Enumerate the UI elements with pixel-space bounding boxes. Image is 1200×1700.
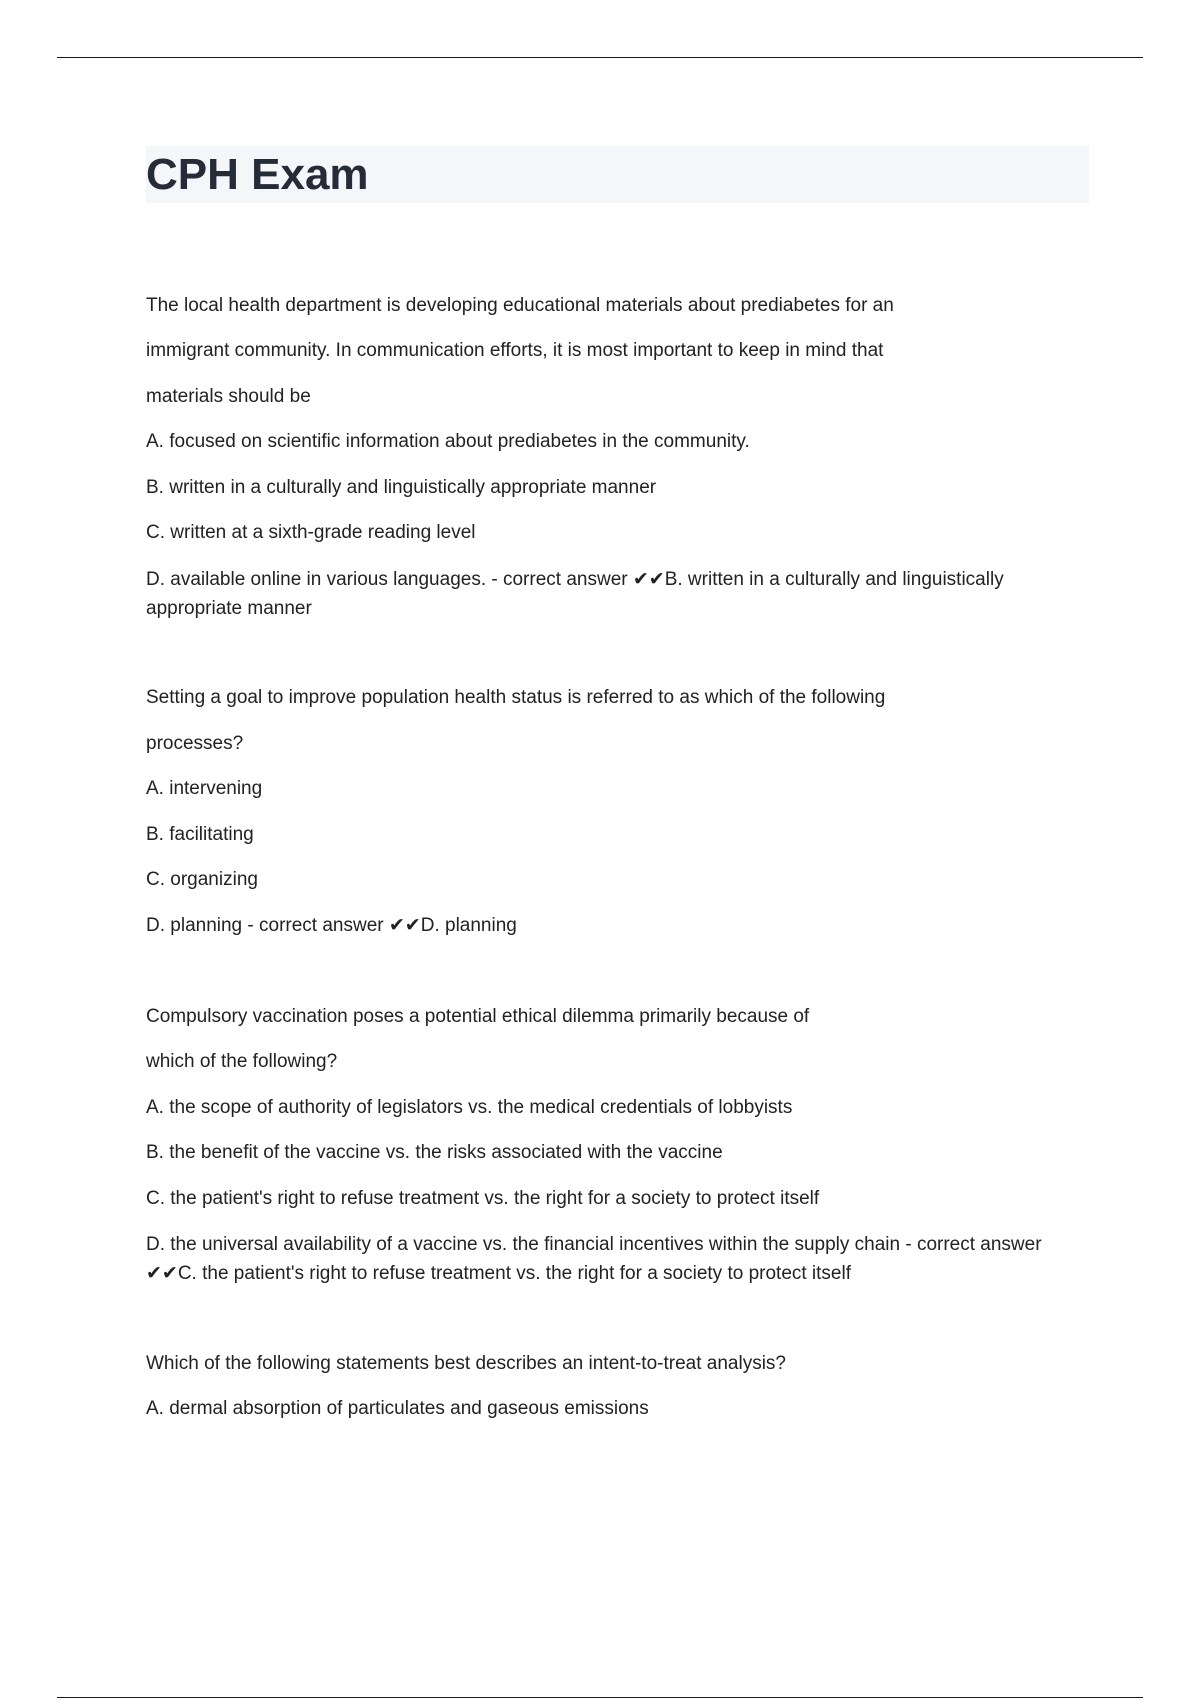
question-2-option-c: C. organizing bbox=[146, 869, 258, 890]
question-3-stem-line-1: Compulsory vaccination poses a potential ethical dilemma primarily because of bbox=[146, 1006, 810, 1027]
question-1-option-c: C. written at a sixth-grade reading level bbox=[146, 522, 476, 543]
question-3-option-c: C. the patient's right to refuse treatment vs. the right for a society to protect itself bbox=[146, 1188, 820, 1209]
question-1-stem-line-1: The local health department is developing educational materials about prediabetes for an bbox=[146, 295, 894, 316]
top-rule bbox=[57, 57, 1143, 58]
question-1-option-d-answer: D. available online in various languages. - correct answer ✔✔B. written in a culturally and linguistically appropriate manner bbox=[146, 569, 1004, 619]
question-3-option-a: A. the scope of authority of legislators vs. the medical credentials of lobbyists bbox=[146, 1097, 793, 1118]
page-title: CPH Exam bbox=[146, 150, 369, 199]
question-3-stem-line-2: which of the following? bbox=[146, 1051, 338, 1072]
question-2-option-d-answer: D. planning - correct answer ✔✔D. planning bbox=[146, 915, 517, 936]
question-1-option-a: A. focused on scientific information about prediabetes in the community. bbox=[146, 431, 750, 452]
question-3-option-d-answer: D. the universal availability of a vaccine vs. the financial incentives within the supply chain - correct answer ✔✔C. the patient's right to refuse treatment vs. the right for a society to protect itself bbox=[146, 1234, 1042, 1284]
question-2-stem-line-2: processes? bbox=[146, 733, 244, 754]
question-1-stem-line-2: immigrant community. In communication efforts, it is most important to keep in mind that bbox=[146, 340, 884, 361]
question-4-stem-line-1: Which of the following statements best describes an intent-to-treat analysis? bbox=[146, 1353, 786, 1374]
question-2-stem-line-1: Setting a goal to improve population health status is referred to as which of the following bbox=[146, 687, 886, 708]
question-1-option-b: B. written in a culturally and linguistically appropriate manner bbox=[146, 477, 657, 498]
question-3-option-b: B. the benefit of the vaccine vs. the risks associated with the vaccine bbox=[146, 1142, 723, 1163]
question-2-option-b: B. facilitating bbox=[146, 824, 254, 845]
question-2-option-a: A. intervening bbox=[146, 778, 263, 799]
question-4-option-a: A. dermal absorption of particulates and gaseous emissions bbox=[146, 1398, 649, 1419]
question-1-stem-line-3: materials should be bbox=[146, 386, 311, 407]
bottom-rule bbox=[57, 1697, 1143, 1698]
title-banner bbox=[146, 146, 1089, 203]
